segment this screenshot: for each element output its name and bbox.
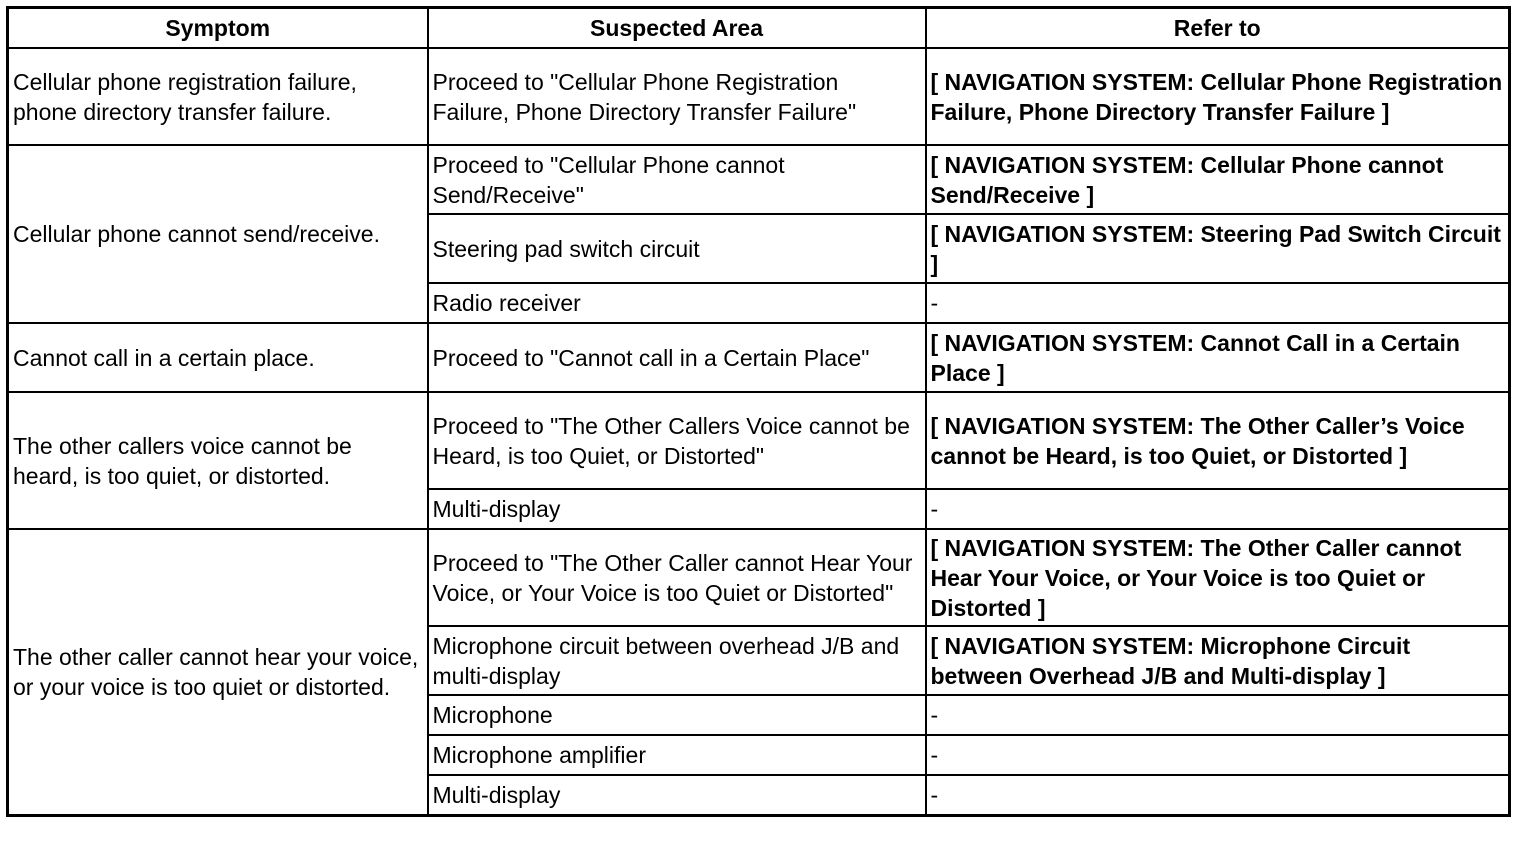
refer-cell: - <box>926 735 1510 775</box>
suspected-area-cell: Proceed to "Cellular Phone Registration Failure, Phone Directory Transfer Failure" <box>428 48 926 145</box>
header-suspected-area: Suspected Area <box>428 8 926 49</box>
table-row <box>8 529 1510 626</box>
refer-link[interactable]: [ NAVIGATION SYSTEM: Cellular Phone Registration Failure, Phone Directory Transfer Failure ] <box>926 48 1510 145</box>
suspected-area-cell: Proceed to "The Other Callers Voice cannot be Heard, is too Quiet, or Distorted" <box>428 392 926 489</box>
table-row <box>8 392 1510 489</box>
header-symptom: Symptom <box>8 8 428 49</box>
suspected-area-cell: Microphone <box>428 695 926 735</box>
refer-cell: - <box>926 695 1510 735</box>
suspected-area-cell: Microphone circuit between overhead J/B and multi-display <box>428 626 926 695</box>
refer-cell: - <box>926 489 1510 529</box>
refer-link[interactable]: [ NAVIGATION SYSTEM: The Other Caller cannot Hear Your Voice, or Your Voice is too Quiet or Distorted ] <box>926 529 1510 626</box>
refer-link[interactable]: [ NAVIGATION SYSTEM: The Other Caller’s Voice cannot be Heard, is too Quiet, or Distorted ] <box>926 392 1510 489</box>
troubleshooting-table <box>6 6 1511 817</box>
refer-cell: - <box>926 283 1510 323</box>
suspected-area-cell: Proceed to "Cellular Phone cannot Send/Receive" <box>428 145 926 214</box>
suspected-area-cell: Microphone amplifier <box>428 735 926 775</box>
suspected-area-cell: Steering pad switch circuit <box>428 214 926 283</box>
suspected-area-cell: Proceed to "Cannot call in a Certain Place" <box>428 323 926 392</box>
suspected-area-cell: Multi-display <box>428 775 926 816</box>
symptom-cell: Cellular phone cannot send/receive. <box>8 145 428 323</box>
suspected-area-cell: Radio receiver <box>428 283 926 323</box>
symptom-cell: The other callers voice cannot be heard, is too quiet, or distorted. <box>8 392 428 529</box>
refer-cell: - <box>926 775 1510 816</box>
refer-link[interactable]: [ NAVIGATION SYSTEM: Cellular Phone cannot Send/Receive ] <box>926 145 1510 214</box>
symptom-cell: Cannot call in a certain place. <box>8 323 428 392</box>
table-row <box>8 48 1510 145</box>
symptom-cell: Cellular phone registration failure, phone directory transfer failure. <box>8 48 428 145</box>
refer-link[interactable]: [ NAVIGATION SYSTEM: Cannot Call in a Certain Place ] <box>926 323 1510 392</box>
symptom-cell: The other caller cannot hear your voice, or your voice is too quiet or distorted. <box>8 529 428 816</box>
table-row <box>8 145 1510 214</box>
suspected-area-cell: Proceed to "The Other Caller cannot Hear Your Voice, or Your Voice is too Quiet or Distorted" <box>428 529 926 626</box>
refer-link[interactable]: [ NAVIGATION SYSTEM: Steering Pad Switch Circuit ] <box>926 214 1510 283</box>
table-row <box>8 323 1510 392</box>
header-refer-to: Refer to <box>926 8 1510 49</box>
refer-link[interactable]: [ NAVIGATION SYSTEM: Microphone Circuit between Overhead J/B and Multi-display ] <box>926 626 1510 695</box>
suspected-area-cell: Multi-display <box>428 489 926 529</box>
header-row <box>8 8 1510 49</box>
